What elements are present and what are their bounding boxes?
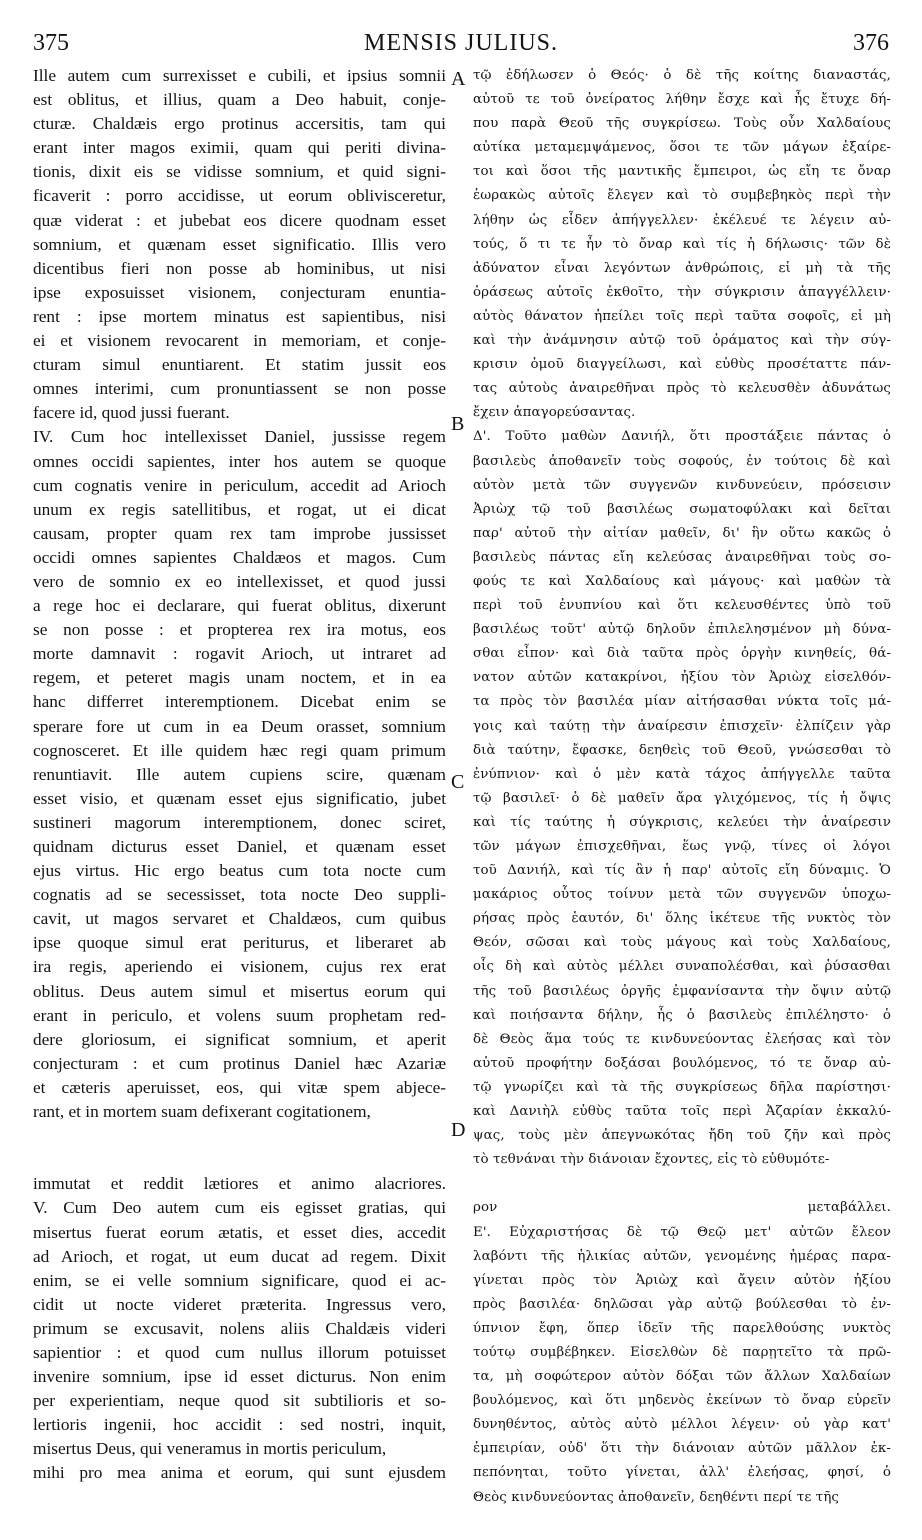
greek-text-line: οἷς δὴ καὶ αὐτὸς μέλλει συναπολέσθαι, καὶ ῥύσασθαι: [473, 959, 891, 975]
latin-column: [33, 64, 446, 1486]
latin-text-line: tionis, dixit eis se vidisse somnium, et quid signi-: [33, 162, 446, 182]
greek-text-line: γοις καὶ ταύτῃ τὴν ἀναίρεσιν ἐπισχεῖν· ἐλπίζειν γὰρ: [473, 718, 891, 734]
greek-text-line: τα, μὴ σοφώτερον αὐτὸν δόξαι τῶν ἄλλων Χαλδαίων: [473, 1369, 891, 1385]
latin-text-line: per experientiam, neque quod sit subtilioris et so-: [33, 1391, 446, 1411]
latin-text-line: Ille autem cum surrexisset e cubili, et ipsius somnii: [33, 66, 446, 85]
latin-text-line: cturam simul enuntiarent. Et statim jussit eos: [33, 355, 446, 375]
greek-text-line: τῷ ἐδήλωσεν ὁ Θεός· ὁ δὲ τῆς κοίτης διαναστάς,: [473, 68, 891, 83]
greek-text-line: καὶ ποιήσαντα δήλην, ἧς ὁ βασιλεὺς ἐπιλέληστο· ὁ: [473, 1007, 891, 1023]
latin-text-line: erant in periculo, et volens suum prophetam red-: [33, 1005, 446, 1025]
greek-text-line: μακάριος οὗτος τοίνυν μετὰ τῶν συγγενῶν ὑποχω-: [473, 887, 891, 903]
latin-text-line: invenire somnium, ipse id esset dicturus. Non enim: [33, 1367, 446, 1387]
running-title: MENSIS JULIUS.: [363, 30, 559, 56]
greek-text-line: λαβόντι τῆς ἡλικίας αὐτῶν, γενομένης ἡμέρας παρα-: [473, 1248, 891, 1264]
greek-text-line: τοῦ Δανιήλ, καὶ τίς ἂν ἡ παρ' αὐτοῖς εἴη δύναμις. Ὁ: [473, 863, 891, 879]
latin-text-line: dere gloriosum, ei significat somnium, et aperit: [33, 1029, 446, 1049]
greek-text-line: τας αὐτοὺς ἀναιρεθῆναι πρὸς τὸ κελευσθὲν ἀδυνάτως: [473, 381, 891, 397]
greek-text-line: βασιλεὺς ἀποθανεῖν τοὺς σοφούς, ἐν τούτοις δὲ καὶ: [473, 453, 891, 469]
greek-text-line: τῆς τοῦ βασιλέως ὀργῆς ἐμφανίσαντα τὴν ὄψιν αὐτῷ: [473, 983, 891, 999]
latin-text-line: ei et visionem revocarent in memoriam, et conje-: [33, 331, 446, 351]
greek-text-line: καὶ τὴν ἀνάμνησιν αὐτῷ τοῦ ὁράματος καὶ τὴν σύγ-: [473, 333, 891, 349]
greek-text-line: αὐτίκα μεταμεμψάμενος, ὅσοι τε τῶν μάγων ἐξαίρε-: [473, 140, 891, 156]
greek-text-line: τοι καὶ ὅσοι τῆς μαντικῆς ἔμπειροι, ὡς εἴη τε ὄναρ: [473, 164, 891, 180]
greek-text-line: τούς, ὅ τι τε ἦν τὸ ὄναρ καὶ τίς ἡ δήλωσις· τῶν δὲ: [473, 236, 891, 252]
greek-text-line: αὐτὸν μετὰ τῶν συγγενῶν κινδυνεύειν, πρόσεισιν: [473, 477, 891, 493]
greek-text-line: τα πρὸς τὸν βασιλέα μίαν αἰτήσασθαι νύκτα τοῖς μά-: [473, 694, 891, 710]
greek-text-line: αὐτοῦ προφήτην δοξάσαι βουλόμενος, τό τε ὄναρ αὐ-: [473, 1055, 891, 1071]
latin-text-line: ipse exposuisset visionem, conjecturam enuntia-: [33, 282, 446, 302]
greek-text-line: πεπόνηται, τοῦτο γίνεται, ἀλλ' ἐλεήσας, φησί, ὁ: [473, 1465, 891, 1481]
greek-text-line: σθαι εἶπον· καὶ διὰ ταῦτα πρὸς ὀργὴν κινηθείς, θά-: [473, 646, 891, 662]
latin-text-line: oblitus. Deus autem simul et misertus eorum qui: [33, 981, 446, 1001]
latin-text-line: ejus virtus. Hic ergo beatus cum tota nocte cum: [33, 861, 446, 881]
latin-text-line: occidi omnes sapientes Chaldæos et magos. Cum: [33, 547, 446, 567]
page-number-left: 375: [33, 30, 69, 56]
latin-text-line: facere id, quod jussi fuerant.: [33, 403, 230, 423]
latin-text-line: misertus Deus, qui veneramus in mortis periculum,: [33, 1439, 387, 1459]
latin-text-line: cturæ. Chaldæis ergo protinus accersitis, tam qui: [33, 114, 446, 134]
latin-text-line: ad Arioch, et rogat, ut eum ducat ad regem. Dixit: [33, 1246, 446, 1266]
greek-text-line: Ἀριὼχ τῷ τοῦ βασιλέως σωματοφύλακι καὶ δεῖται: [473, 501, 891, 517]
margin-letter-b: B: [451, 413, 465, 435]
latin-text-line: conjecturam : et cum protinus Daniel hæc Azariæ: [33, 1053, 446, 1073]
latin-text-line: cum cognatis venire in periculum, accedit ad Arioch: [33, 475, 446, 495]
greek-text-line: περὶ τοῦ ἐνυπνίου καὶ ὅτι κελευσθέντες ὑπὸ τοῦ: [473, 598, 891, 614]
latin-text-line: V. Cum Deo autem cum eis egisset gratias, qui: [33, 1198, 446, 1218]
latin-text-line: enim, se ei velle somnium significare, quod ei ac-: [33, 1270, 446, 1290]
latin-text-line: erant inter magos eximii, quam qui periti divina-: [33, 138, 446, 158]
latin-text-line: lertioris ingenii, hoc accidit : sed nostri, inquit,: [33, 1415, 446, 1435]
latin-text-line: a rege hoc ei declarare, qui fuerat oblitus, dixerunt: [33, 596, 446, 616]
latin-text-line: morte damnavit : rogavit Arioch, ut intraret ad: [33, 644, 446, 664]
greek-text-line: τῷ γνωρίζει καὶ τὰ τῆς συγκρίσεως δῆλα παρίστησι·: [473, 1079, 891, 1095]
greek-text-line: Δ'. Τοῦτο μαθὼν Δανιήλ, ὅτι προστάξειε πάντας ὁ: [473, 429, 891, 445]
latin-text-line: sustineri magorum interemptionem, donec sciret,: [33, 812, 446, 832]
greek-text-line: αὐτοῦ τε τοῦ ὀνείρατος λήθην ἔσχε καὶ ἧς ἔτυχε δή-: [473, 92, 891, 108]
greek-text-line: ἑωρακὼς αὐτοῖς ἔλεγεν καὶ τὸ συμβεβηκὸς περὶ τὴν: [473, 188, 891, 204]
paragraph-gap: [473, 1172, 891, 1196]
latin-text-line: ipse quoque simul erat periturus, et liberaret ab: [33, 933, 446, 953]
greek-text-line: ψας, τοὺς μὲν ἀπεγνωκότας ἤδη τοῦ ζῆν καὶ πρὸς: [473, 1128, 891, 1144]
latin-text-line: quidnam dicturus esset Daniel, et quænam esset: [33, 837, 446, 856]
greek-text-line: τῷ βασιλεῖ· ὁ δὲ μαθεῖν ἄρα γλιχόμενος, τίς ἡ ὄψις: [473, 790, 891, 806]
latin-text-line: omnes occidi sapientes, inter hos autem se quoque: [33, 451, 446, 471]
greek-text-line: διὰ ταύτην, ἔφασκε, δεηθεὶς τοῦ Θεοῦ, γνώσεσθαι τὸ: [473, 742, 891, 758]
greek-text-line: ἐμπειρίαν, οὐδ' ὅτι τὴν διάνοιαν αὐτῶν μᾶλλον ἐκ-: [473, 1441, 891, 1457]
latin-text-line: misertus fuerat eorum ætatis, et esset dies, accedit: [33, 1222, 446, 1242]
greek-text-line: ύπνιον ἔφη, ὅπερ ἰδεῖν τῆς παρελθούσης νυκτὸς: [473, 1320, 891, 1336]
greek-text-line: τούτῳ συμβέβηκεν. Εἰσελθὼν δὲ παρῃτεῖτο τὰ πρῶ-: [473, 1344, 891, 1360]
greek-text-line: καὶ Δανιὴλ εὐθὺς ταῦτα τοῖς περὶ Ἀζαρίαν ἐκκαλύ-: [473, 1104, 891, 1120]
greek-text-line: φούς τε καὶ Χαλδαίους καὶ μάγους· καὶ μαθὼν τὰ: [473, 573, 891, 589]
greek-text-line: Θεὸς κινδυνεύοντας ἀποθανεῖν, δεηθέντι περί τε τῆς: [473, 1489, 840, 1505]
latin-text-line: unum ex regis satellitibus, et rogat, ut ei dicat: [33, 499, 446, 519]
greek-text-line: γίνεται πρὸς τὸν Ἀριὼχ καὶ ἄγειν αὐτὸν ἠξίου: [473, 1272, 891, 1288]
latin-text-line: IV. Cum hoc intellexisset Daniel, jussisse regem: [33, 427, 446, 447]
latin-text-line: omnes interimi, cum pronuntiassent se non posse: [33, 379, 446, 399]
latin-text-line: rant, et in mortem suam defixerant cogitationem,: [33, 1102, 371, 1122]
margin-letter-c: C: [451, 771, 465, 793]
latin-text-line: dicentibus fieri non posse ab hominibus, ut nisi: [33, 258, 446, 278]
greek-text-line: ρήσας πρὸς ἑαυτόν, δι' ὅλης ἱκέτευε τῆς νυκτὸς τὸν: [473, 911, 891, 927]
latin-text-line: cavit, ut magos servaret et Chaldæos, cum quibus: [33, 909, 446, 929]
latin-text-line: sapientior : et quod cum nullus illorum potuisset: [33, 1342, 446, 1362]
greek-text-line: βουλόμενος, καὶ ὅτι μηδενὸς ἐκείνων τὸ ὄναρ εὑρεῖν: [473, 1393, 891, 1409]
latin-text-line: et cæteris aperuisset, eos, qui vitæ spem abjece-: [33, 1077, 446, 1097]
latin-text-line: vero de somnio ex eo intellexisset, et quod jussi: [33, 571, 446, 591]
latin-text-line: cidit ut nocte videret præterita. Ingressus vero,: [33, 1294, 446, 1314]
greek-text-line: ὁράσεως αὐτοῖς ἐκθοῖτο, τὴν σύγκρισιν ἀπαγγέλλειν·: [473, 284, 891, 300]
latin-text-line: causam, propter quam rex tam improbe jussisset: [33, 523, 446, 543]
latin-text-line: primum se excusavit, nolens aliis Chaldæis videri: [33, 1318, 446, 1338]
greek-text-line: αὐτὸς θάνατον ἠπείλει τοῖς περὶ ταῦτα σοφοῖς, εἰ μὴ: [473, 308, 891, 324]
greek-text-line: Ε'. Εὐχαριστήσας δὲ τῷ Θεῷ μετ' αὐτῶν ἔλεον: [473, 1224, 891, 1240]
greek-text-line: βασιλέως τοῦτ' αὐτῷ δηλοῦν ἐπιλελησμένον μὴ δύνα-: [473, 622, 891, 638]
greek-text-line: πρὸς βασιλέα· δηλῶσαι γὰρ αὐτῷ βούλεσθαι τὸ ἐν-: [473, 1296, 891, 1312]
latin-text-line: immutat et reddit lætiores et animo alacriores.: [33, 1174, 446, 1194]
greek-text-line: ἐνύπνιον· καὶ ὁ μὲν κατὰ τάχος ἀπήγγελλε ταῦτα: [473, 766, 891, 782]
page-header: [33, 30, 889, 60]
paragraph-gap: [33, 1124, 446, 1172]
latin-text-line: cognatis ad se secessisset, tota nocte Deo suppli-: [33, 885, 446, 905]
latin-text-line: sperare fore ut cum in ea Deum orasset, somnium: [33, 716, 446, 736]
greek-text-line: ἔχειν ἀπαγορεύσαντας.: [473, 405, 636, 421]
latin-text-line: regem, et peteret magis unam noctem, et in ea: [33, 668, 446, 688]
latin-text-line: hanc differret interemptionem. Dicebat enim se: [33, 692, 446, 712]
greek-text-line: ρον μεταβάλλει.: [473, 1200, 891, 1216]
greek-text-line: δὲ Θεὸς ἅμα τούς τε κινδυνεύοντας ἐλεήσας καὶ τὸν: [473, 1031, 891, 1047]
greek-text-line: που παρὰ Θεοῦ τῆς συγκρίσεω. Τοὺς οὖν Χαλδαίους: [473, 116, 891, 132]
margin-letter-a: A: [451, 68, 466, 90]
greek-text-line: κρισιν ὁμοῦ διαγγείλωσι, καὶ εὐθὺς προσέταττε πάν-: [473, 357, 891, 373]
latin-text-line: est oblitus, et illius, quam a Deo habuit, conje-: [33, 90, 446, 110]
latin-text-line: ira regis, aperiendo ei visionem, cujus rex erat: [33, 957, 446, 977]
latin-text-line: se non posse : et propterea rex ira motus, eos: [33, 620, 446, 640]
margin-letter-d: D: [451, 1119, 466, 1141]
greek-text-line: καὶ τίς ταύτης ἡ σύγκρισις, κελεύει τὴν ἀναίρεσιν: [473, 814, 891, 830]
latin-text-line: quæ viderat : et jubebat eos dicere quodnam esset: [33, 210, 446, 230]
greek-text-line: λήθην ὡς εἶδεν ἀπήγγελλεν· ἐκέλευέ τε λέγειν αὐ-: [473, 212, 891, 228]
latin-text-line: ficaverit : porro accidisse, ut eorum oblivisceretur,: [33, 186, 446, 206]
greek-column: [473, 64, 891, 1510]
greek-text-line: νατον αὐτῶν κατακρίνοι, ἠξίου τὸν Ἀριὼχ εἰσελθόν-: [473, 670, 891, 686]
greek-text-line: παρ' αὐτοῦ τὴν αἰτίαν μαθεῖν, δι' ἣν οὕτω κακῶς ὁ: [473, 525, 891, 541]
greek-text-line: Θεόν, σῶσαι καὶ τοὺς μάγους καὶ τοὺς Χαλδαίους,: [473, 935, 891, 951]
latin-text-line: renuntiavit. Ille autem cupiens scire, quænam: [33, 764, 446, 784]
greek-text-line: ἀδύνατον εἶναι λεγόντων ἀνθρώποις, εἰ μὴ τὰ τῆς: [473, 260, 891, 276]
greek-text-line: τῶν μάγων ἐπισχεθῆναι, ἕως γνῷ, τίνες οἱ λόγοι: [473, 839, 891, 854]
page-number-right: 376: [853, 30, 889, 56]
greek-text-line: τὸ τεθνάναι τὴν διάνοιαν ἔχοντες, εἰς τὸ εὐθυμότε-: [473, 1152, 830, 1168]
greek-text-line: βασιλεὺς πάντας εἴη κελεύσας ἀναιρεθῆναι τοὺς σο-: [473, 549, 891, 565]
latin-text-line: somnium, et quænam esset significatio. Illis vero: [33, 234, 446, 254]
latin-text-line: rent : ipse mortem minatus est sapientibus, nisi: [33, 306, 446, 326]
latin-text-line: mihi pro mea anima et eorum, qui sunt ejusdem: [33, 1463, 446, 1483]
greek-text-line: δυνηθέντος, αὐτὸς αὐτὸ μέλλοι λέγειν· οὐ γὰρ κατ': [473, 1417, 891, 1433]
latin-text-line: cognosceret. Et ille quidem hæc regi quam primum: [33, 740, 446, 760]
latin-text-line: esset visio, et quænam esset ejus significatio, jubet: [33, 788, 446, 808]
